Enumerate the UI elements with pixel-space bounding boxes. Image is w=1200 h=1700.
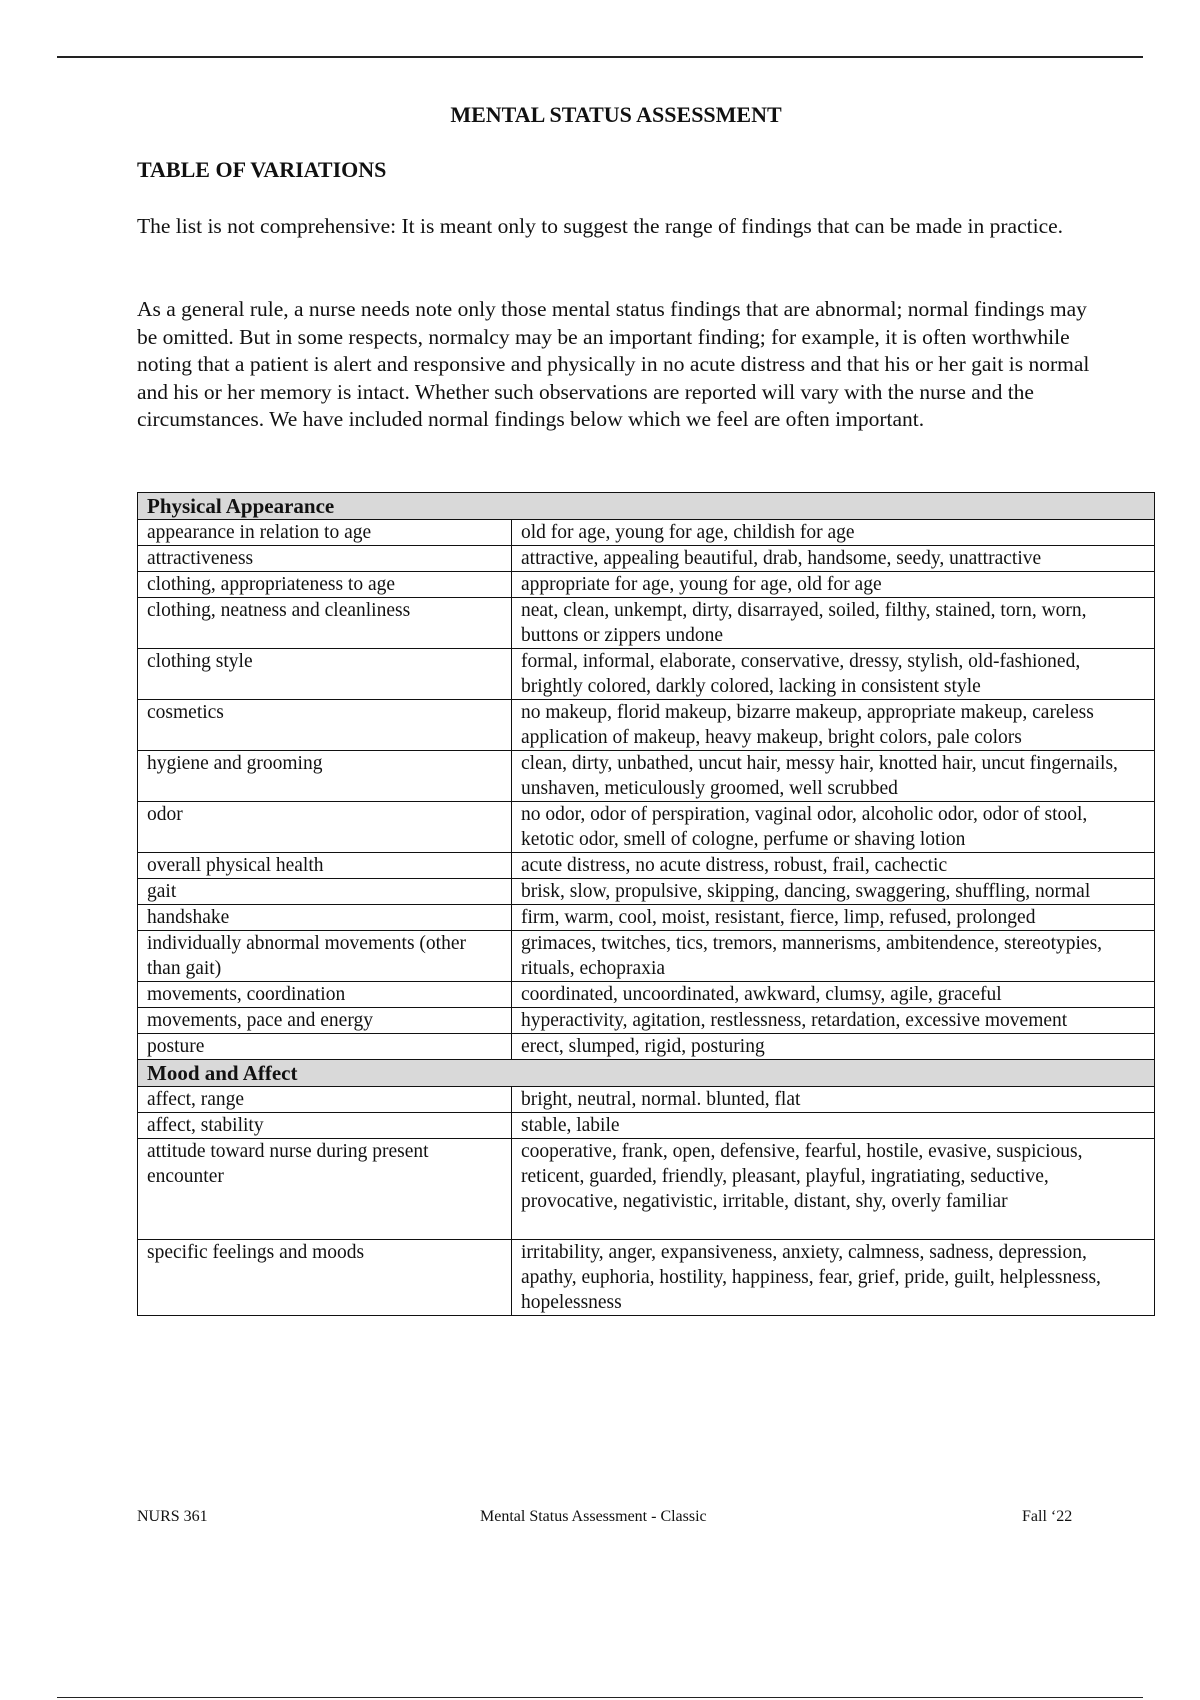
- findings-cell: irritability, anger, expansiveness, anxiety, calmness, sadness, depression, apathy, euphoria, hostility, happiness, fear, grief, pride, guilt, helplessness, hopelessness: [512, 1240, 1155, 1316]
- table-row: [138, 1113, 1155, 1139]
- table-row: [138, 1034, 1155, 1060]
- findings-cell: old for age, young for age, childish for age: [512, 520, 1155, 546]
- item-cell: attractiveness: [138, 546, 512, 572]
- findings-cell: hyperactivity, agitation, restlessness, retardation, excessive movement: [512, 1008, 1155, 1034]
- table-row: [138, 572, 1155, 598]
- table-row: [138, 982, 1155, 1008]
- table-row: [138, 1240, 1155, 1316]
- item-cell: odor: [138, 802, 512, 853]
- findings-cell: neat, clean, unkempt, dirty, disarrayed, soiled, filthy, stained, torn, worn, buttons or zippers undone: [512, 598, 1155, 649]
- item-cell: clothing style: [138, 649, 512, 700]
- general-rule-paragraph: As a general rule, a nurse needs note only those mental status findings that are abnormal; normal findings may be omitted. But in some respects, normalcy may be an important finding; for example, it is often worthwhile noting that a patient is alert and responsive and physically in no acute distress and that his or her gait is normal and his or her memory is intact. Whether such observations are reported will vary with the nurse and the circumstances. We have included normal findings below which we feel are often important.: [137, 297, 1090, 432]
- footer-course: NURS 361: [137, 1508, 208, 1525]
- findings-cell: coordinated, uncoordinated, awkward, clumsy, agile, graceful: [512, 982, 1155, 1008]
- findings-cell: formal, informal, elaborate, conservative, dressy, stylish, old-fashioned, brightly colored, darkly colored, lacking in consistent style: [512, 649, 1155, 700]
- table-row: [138, 931, 1155, 982]
- variations-table: [137, 492, 1155, 1316]
- item-cell: movements, coordination: [138, 982, 512, 1008]
- findings-cell: brisk, slow, propulsive, skipping, dancing, swaggering, shuffling, normal: [512, 879, 1155, 905]
- findings-cell: no odor, odor of perspiration, vaginal odor, alcoholic odor, odor of stool, ketotic odor, smell of cologne, perfume or shaving lotion: [512, 802, 1155, 853]
- findings-cell: bright, neutral, normal. blunted, flat: [512, 1087, 1155, 1113]
- intro-paragraph: The list is not comprehensive: It is meant only to suggest the range of findings that can be made in practice.: [137, 214, 1064, 238]
- item-cell: overall physical health: [138, 853, 512, 879]
- section-heading: Mood and Affect: [138, 1060, 1155, 1087]
- section-heading: Physical Appearance: [138, 493, 1155, 520]
- footer-document-name: Mental Status Assessment - Classic: [480, 1508, 707, 1525]
- table-row: [138, 853, 1155, 879]
- table-row: [138, 802, 1155, 853]
- item-cell: individually abnormal movements (other than gait): [138, 931, 512, 982]
- footer-term: Fall ‘22: [1022, 1508, 1073, 1525]
- table-subtitle: TABLE OF VARIATIONS: [137, 157, 387, 182]
- item-cell: gait: [138, 879, 512, 905]
- item-cell: attitude toward nurse during present encounter: [138, 1139, 512, 1240]
- table-row: [138, 649, 1155, 700]
- table-row: [138, 520, 1155, 546]
- bottom-rule: [57, 1697, 1143, 1698]
- findings-cell: attractive, appealing beautiful, drab, handsome, seedy, unattractive: [512, 546, 1155, 572]
- findings-cell: grimaces, twitches, tics, tremors, mannerisms, ambitendence, stereotypies, rituals, echopraxia: [512, 931, 1155, 982]
- table-row: [138, 1139, 1155, 1240]
- item-cell: clothing, neatness and cleanliness: [138, 598, 512, 649]
- findings-cell: firm, warm, cool, moist, resistant, fierce, limp, refused, prolonged: [512, 905, 1155, 931]
- item-cell: posture: [138, 1034, 512, 1060]
- item-cell: movements, pace and energy: [138, 1008, 512, 1034]
- table-row: [138, 1008, 1155, 1034]
- findings-cell: stable, labile: [512, 1113, 1155, 1139]
- findings-cell: no makeup, florid makeup, bizarre makeup, appropriate makeup, careless application of makeup, heavy makeup, bright colors, pale colors: [512, 700, 1155, 751]
- table-row: [138, 1087, 1155, 1113]
- table-row: [138, 905, 1155, 931]
- findings-cell: acute distress, no acute distress, robust, frail, cachectic: [512, 853, 1155, 879]
- item-cell: clothing, appropriateness to age: [138, 572, 512, 598]
- item-cell: specific feelings and moods: [138, 1240, 512, 1316]
- findings-cell: appropriate for age, young for age, old for age: [512, 572, 1155, 598]
- table-row: [138, 598, 1155, 649]
- table-row: [138, 879, 1155, 905]
- section-header-physical-appearance: [138, 493, 1155, 520]
- top-rule: [57, 56, 1143, 58]
- findings-cell: erect, slumped, rigid, posturing: [512, 1034, 1155, 1060]
- findings-cell: clean, dirty, unbathed, uncut hair, messy hair, knotted hair, uncut fingernails, unshaven, meticulously groomed, well scrubbed: [512, 751, 1155, 802]
- item-cell: handshake: [138, 905, 512, 931]
- item-cell: affect, range: [138, 1087, 512, 1113]
- section-header-mood-and-affect: [138, 1060, 1155, 1087]
- item-cell: cosmetics: [138, 700, 512, 751]
- findings-cell: cooperative, frank, open, defensive, fearful, hostile, evasive, suspicious, reticent, guarded, friendly, pleasant, playful, ingratiating, seductive, provocative, negativistic, irritable, distant, shy, overly familiar: [512, 1139, 1155, 1240]
- table-row: [138, 546, 1155, 572]
- document-title: MENTAL STATUS ASSESSMENT: [450, 102, 782, 127]
- table-row: [138, 751, 1155, 802]
- item-cell: affect, stability: [138, 1113, 512, 1139]
- item-cell: hygiene and grooming: [138, 751, 512, 802]
- table-row: [138, 700, 1155, 751]
- item-cell: appearance in relation to age: [138, 520, 512, 546]
